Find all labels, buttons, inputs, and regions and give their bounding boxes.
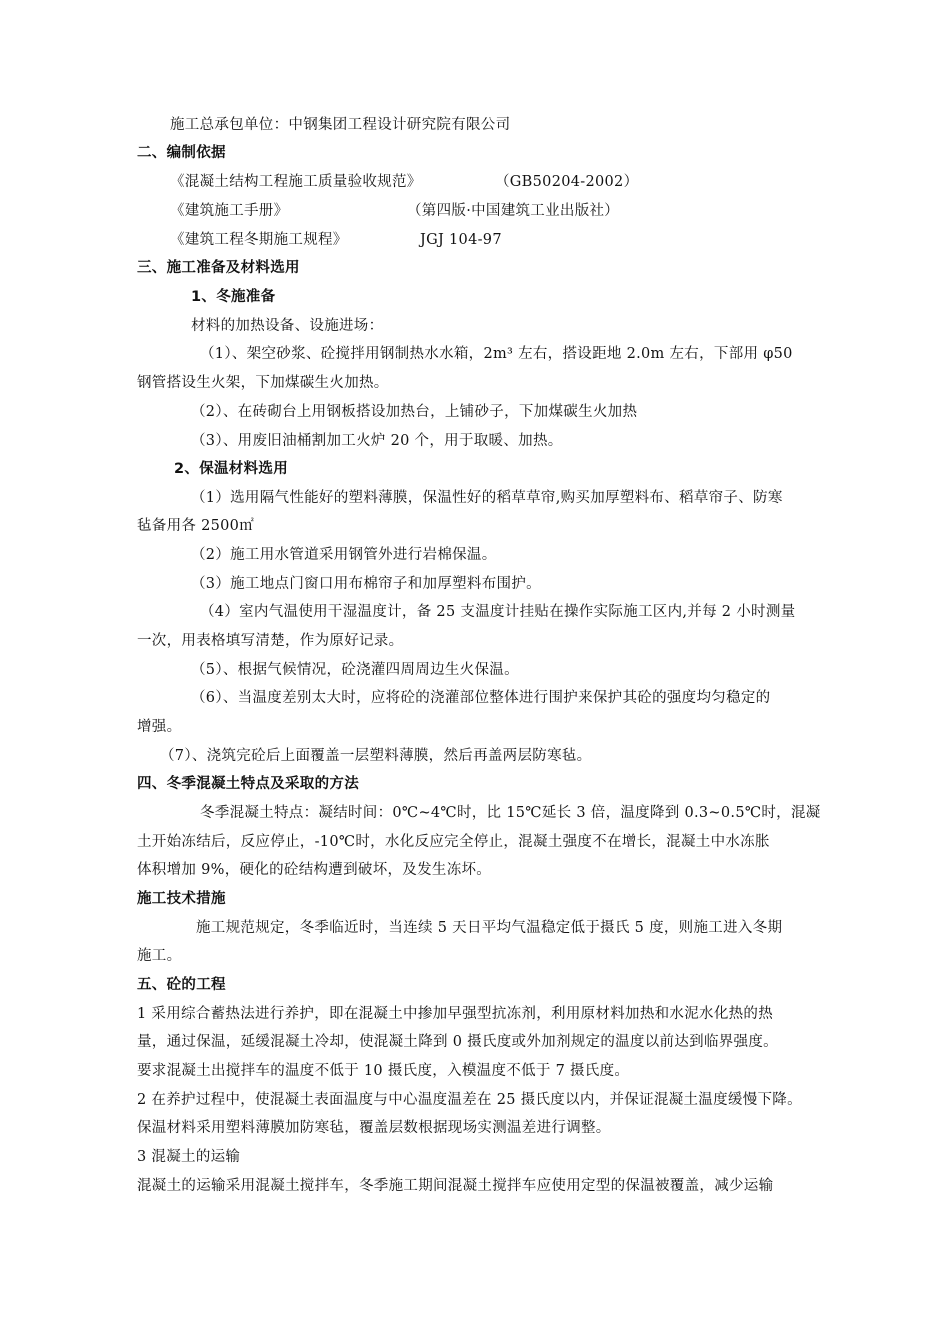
tech-measures-heading: 施工技术措施 [137,891,226,907]
insulation-item-1-line-1: （1）选用隔气性能好的塑料薄膜，保温性好的稻草草帘,购买加厚塑料布、稻草帘子、防寒 [191,490,783,506]
insulation-item-5: （5）、根据气候情况，砼浇灌四周周边生火保温。 [191,662,519,678]
subsection-2-heading: 2、保温材料选用 [174,461,288,477]
prep-item-1-line-1: （1）、架空砂浆、砼搅拌用钢制热水水箱，2m³ 左右，搭设距地 2.0m 左右，下部用 φ50 [200,346,793,362]
contractor-line: 施工总承包单位：中钢集团工程设计研究院有限公司 [170,117,511,133]
insulation-item-3: （3）施工地点门窗口用布棉帘子和加厚塑料布围护。 [191,576,541,592]
reference-code-2: （第四版·中国建筑工业出版社） [407,203,620,219]
section-5-heading: 五、砼的工程 [137,977,226,993]
subsection-1-heading: 1、冬施准备 [191,289,276,305]
concrete-item-1-line-1: 1 采用综合蓄热法进行养护，即在混凝土中掺加早强型抗冻剂，利用原材料加热和水泥水化热的热 [137,1006,774,1022]
concrete-item-1-line-3: 要求混凝土出搅拌车的温度不低于 10 摄氏度，入模温度不低于 7 摄氏度。 [137,1063,630,1079]
prep-item-2: （2）、在砖砌台上用钢板搭设加热台，上铺砂子，下加煤碳生火加热 [191,404,638,420]
reference-name-3: 《建筑工程冬期施工规程》 [170,232,348,248]
prep-item-1-line-2: 钢管搭设生火架，下加煤碳生火加热。 [137,375,389,391]
section-2-heading: 二、编制依据 [137,145,226,161]
insulation-item-7: （7）、浇筑完砼后上面覆盖一层塑料薄膜，然后再盖两层防寒毡。 [160,748,592,764]
tech-measures-line-2: 施工。 [137,948,182,964]
subsection-1-intro: 材料的加热设备、设施进场： [191,318,384,334]
reference-code-1: （GB50204-2002） [495,174,639,190]
section-3-heading: 三、施工准备及材料选用 [137,260,300,276]
reference-code-3: JGJ 104-97 [420,232,502,248]
features-line-2: 土开始冻结后，反应停止，-10℃时，水化反应完全停止，混凝土强度不在增长，混凝土中水冻胀 [137,834,770,850]
insulation-item-6-line-2: 增强。 [137,719,182,735]
reference-name-1: 《混凝土结构工程施工质量验收规范》 [170,174,422,190]
insulation-item-1-line-2: 毡备用各 2500㎡ [137,518,255,534]
reference-name-2: 《建筑施工手册》 [170,203,289,219]
concrete-item-1-line-2: 量，通过保温，延缓混凝土冷却，使混凝土降到 0 摄氏度或外加剂规定的温度以前达到临界强度。 [137,1034,778,1050]
concrete-item-2-line-2: 保温材料采用塑料薄膜加防寒毡，覆盖层数根据现场实测温差进行调整。 [137,1120,611,1136]
insulation-item-4-line-2: 一次，用表格填写清楚，作为原好记录。 [137,633,404,649]
section-4-heading: 四、冬季混凝土特点及采取的方法 [137,776,359,792]
concrete-item-2-line-1: 2 在养护过程中，使混凝土表面温度与中心温度温差在 25 摄氏度以内，并保证混凝土温度缓慢下降。 [137,1092,802,1108]
prep-item-3: （3）、用废旧油桶割加工火炉 20 个，用于取暖、加热。 [191,433,563,449]
concrete-item-3-line-1: 混凝土的运输采用混凝土搅拌车，冬季施工期间混凝土搅拌车应使用定型的保温被覆盖，减少运输 [137,1178,774,1194]
features-line-1: 冬季混凝土特点：凝结时间：0℃~4℃时，比 15℃延长 3 倍，温度降到 0.3~0.5℃时，混凝 [200,805,821,821]
insulation-item-4-line-1: （4）室内气温使用干湿温度计，备 25 支温度计挂贴在操作实际施工区内,并每 2 小时测量 [200,604,796,620]
tech-measures-line-1: 施工规范规定，冬季临近时，当连续 5 天日平均气温稳定低于摄氏 5 度，则施工进入冬期 [196,920,783,936]
insulation-item-2: （2）施工用水管道采用钢管外进行岩棉保温。 [191,547,497,563]
features-line-3: 体积增加 9%，硬化的砼结构遭到破坏，及发生冻坏。 [137,862,492,878]
concrete-item-3-heading: 3 混凝土的运输 [137,1149,241,1165]
insulation-item-6-line-1: （6）、当温度差别太大时，应将砼的浇灌部位整体进行围护来保护其砼的强度均匀稳定的 [191,690,771,706]
